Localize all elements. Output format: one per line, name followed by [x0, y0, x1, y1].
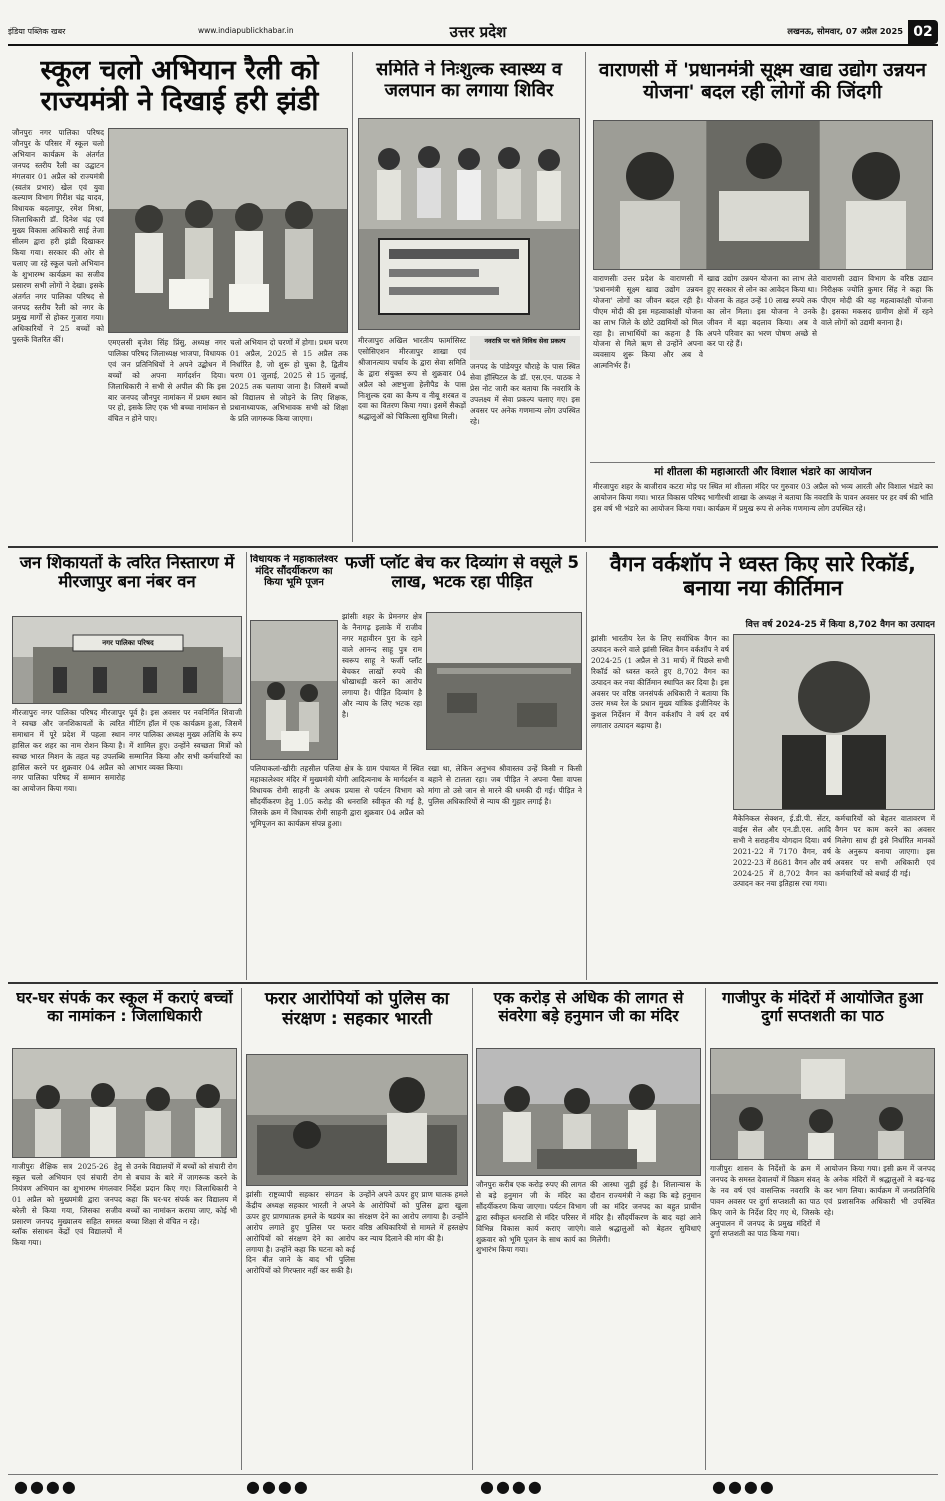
mahakaleshwar-photo	[250, 620, 338, 760]
masthead-divider	[8, 44, 938, 46]
wagon-body-col3: कर्मचारियों को बेहतर वातावरण में वैगन पर काम करने का अवसर मिलेगा साथ ही इसे निर्धारित मानकों के अनुरूप बनाया जाएगा। इस अवसर पर सभी अधिकारी एवं कर्मचारियों को बधाई दी गई।	[835, 814, 935, 878]
durga-photo-image	[711, 1049, 934, 1159]
column-divider	[586, 552, 587, 980]
hanuman-photo-image	[477, 1049, 700, 1175]
footer-divider	[8, 1474, 938, 1475]
column-divider	[585, 52, 586, 542]
durga-photo	[710, 1048, 935, 1160]
headline-wagon-workshop: वैगन वर्कशॉप ने ध्वस्त किए सारे रिकॉर्ड, बनाया नया कीर्तिमान	[609, 552, 917, 601]
headline-hanuman-temple: एक करोड़ से अधिक की लागत से संवरेगा बड़े हनुमान जी का मंदिर	[493, 990, 684, 1025]
school-rally-photo	[108, 128, 348, 333]
footer-bullets-4: ●●●●	[712, 1477, 776, 1496]
health-camp-body-col1: मीरजापुरः अखिल भारतीय फार्मासिस्ट एसोसिएशन मीरजापुर शाखा एवं श्रीजानत्याय चर्चाय के द्वारा सेवा समिति के द्वारा संयुक्त रूप से शुक्रवार 04 अप्रैल को अष्टभुजा हेलीपैड के पास निःशुल्क दवा का कैम्प व नीबू शरबत व दवा का वितरण किया गया। इसमें सैकड़ों श्रद्धालुओं को चिकित्सा सुविधा मिली।	[358, 336, 466, 422]
masthead	[8, 4, 938, 44]
masthead-section-title: उत्तर प्रदेश	[449, 23, 507, 41]
durga-body-col2: आयोजन किया गया। इसी क्रम में जनपद के अनेक मंदिरों में श्रद्धालुओं ने बढ़-चढ़ कर भाग लिया। कार्यक्रम में जनप्रतिनिधि एवं प्रशासनिक अधिकारी भी उपस्थित रहे।	[824, 1164, 935, 1217]
column-divider	[246, 552, 247, 980]
headline-mahakaleshwar: विधायक ने महाकालेश्वर मंदिर सौंदर्यीकरण का किया भूमि पूजन	[250, 554, 338, 588]
headline-enrolment: घर-घर संपर्क कर स्कूल में कराएं बच्चों का नामांकन : जिलाधिकारी	[16, 990, 233, 1025]
mahakaleshwar-body: पलियाकलां-खीरीः तहसील पलिया क्षेत्र के ग्राम पंचायत में स्थित महाकालेश्वर मंदिर में मुख्यमंत्री योगी आदित्यनाथ के मार्गदर्शन व विधायक रोमी साहनी के अथक प्रयास से पर्यटन विभाग को सौंदर्यीकरण हेतु 1.05 करोड़ की धनराशि स्वीकृत की गई है, जिसके क्रम में विधायक रोमी साहनी द्वारा शुक्रवार 04 अप्रैल को भूमिपूजन का कार्यक्रम संपन्न हुआ।	[250, 764, 424, 828]
pmfme-body-col2: खाद्य उद्योग उन्नयन योजना का लाभ लेते हुए सरकार से लोन का आवेदन किया था। योजना के तहत उन्हें 10 लाख रुपये तक का लोन मिला। इस योजना ने उनके जीवन में बड़ा बदलाव किया। अब वे अपने परिवार का भरण पोषण अच्छे से कर पा रहे हैं।	[707, 274, 817, 349]
health-camp-photo-image	[359, 119, 579, 329]
mahakaleshwar-photo-image	[251, 621, 337, 759]
wagon-official-photo-image	[734, 635, 934, 809]
headline-fake-plot: फर्जी प्लॉट बेच कर दिव्यांग से वसूले 5 लाख, भटक रहा पीड़ित	[345, 554, 579, 591]
masthead-website: www.indiapublickhabar.in	[198, 26, 294, 35]
enrolment-photo-image	[13, 1049, 236, 1157]
police-body-col2: उन्होंने अपने ऊपर हुए प्राण घातक हमले के आरोपियों को पुलिस द्वारा खुला संरक्षण देने का आरोप लगाया है। उन्होंने वरिष्ठ अधिकारियों से मामले में हस्तक्षेप कर न्याय दिलाने की मांग की है।	[359, 1190, 468, 1243]
headline-complaints-mirzapur: जन शिकायतों के त्वरित निस्तारण में मीरजापुर बना नंबर वन	[19, 554, 235, 591]
pmfme-body-col1: वाराणसीः उत्तर प्रदेश के वाराणसी में 'प्रधानमंत्री सूक्ष्म खाद्य उद्योग उन्नयन योजना' लोगों का जीवन बदल रही है। पीएम मोदी की इस महत्वाकांक्षी योजना का लाभ जिले के छोटे उद्यमियों को मिल रहा है। लाभार्थियों का कहना है कि योजना से मिले ऋण से उन्होंने अपना व्यवसाय शुरू किया और अब वे आत्मनिर्भर हैं।	[593, 274, 703, 371]
durga-body-col1: गाजीपुरः शासन के निर्देशों के क्रम में जनपद के समस्त देवालयों में विक्रम संवत् के नव वर्ष एवं वासन्तिक नवरात्रि के पावन अवसर पर दुर्गा सप्तशती का पाठ किए जाने के निर्देश दिए गए थे, जिसके अनुपालन में जनपद के प्रमुख मंदिरों में दुर्गा सप्तशती का पाठ किया गया।	[710, 1164, 820, 1239]
school-rally-body-col2: एमएलसी बृजेश सिंह प्रिंसु, अध्यक्ष नगर पालिका परिषद जिलाध्यक्ष भाजपा, विधायक एवं जन प्रतिनिधियों ने अपने उद्बोधन में बच्चों को अपना मार्गदर्शन दिया। जिलाधिकारी ने सभी से अपील की कि इस बार जनपद जौनपुर नामांकन में प्रथम स्थान पर हो, इसके लिए एक भी बच्चा नामांकन से वंचित न होने पाए।	[108, 338, 226, 424]
complaints-body-col1: मीरजापुरः नगर पालिका परिषद मीरजापुर ने स्वच्छ और जनशिकायतों के त्वरित समाधान में पूरे प्रदेश में पहला स्थान हासिल कर शहर का नाम रोशन किया है। स्वच्छ भारत मिशन के तहत यह उपलब्धि हासिल करने पर शुक्रवार 04 अप्रैल को नगर पालिका परिषद में सम्मान समारोह का आयोजन किया गया।	[12, 708, 125, 794]
column-divider	[705, 988, 706, 1470]
headline-police-protection: फरार आरोपियों को पुलिस का संरक्षण : सहकार भारती	[264, 990, 450, 1029]
headline-health-camp: समिति ने निःशुल्क स्वास्थ्य व जलपान का लगाया शिविर	[376, 60, 562, 101]
health-camp-kicker: नवरात्रि पर चले विविध सेवा प्रकल्प	[470, 336, 580, 360]
enrolment-photo	[12, 1048, 237, 1158]
health-camp-body-col2: जनपद के पांडेयपुर चौराहे के पास स्थित सेवा हॉस्पिटल के डॉ. एस.एन. पाठक ने प्रेस नोट जारी कर बताया कि नवरात्रि के उपलक्ष्य में सेवा प्रकल्प चलाए गए। इस अवसर पर अनेक गणमान्य लोग उपस्थित रहे।	[470, 362, 580, 426]
complaints-body-col2: पूर्व है। इस अवसर पर नवनिर्मित शिवाजी मीटिंग हॉल में एक कार्यक्रम हुआ, जिसमें नगर पालिका अध्यक्ष मुख्य अतिथि के रूप में शामिल हुए। उन्होंने स्वच्छता मित्रों को सम्मानित किया और सभी कर्मचारियों का आभार व्यक्त किया।	[129, 708, 242, 772]
complaints-photo-image	[13, 617, 241, 703]
column-divider	[352, 52, 353, 542]
headline-sheetla-aarti: मां शीतला की महाआरती और विशाल भंडारे का आयोजन	[654, 466, 872, 478]
row-divider	[8, 982, 938, 984]
fake-plot-photo	[426, 612, 582, 750]
hanuman-body-col1: जौनपुरः करीब एक करोड़ रुपए की लागत से बड़े हनुमान जी के मंदिर का सौंदर्यीकरण किया जाएगा। पर्यटन विभाग द्वारा स्वीकृत धनराशि से मंदिर परिसर में विभिन्न विकास कार्य कराए जाएंगे। शुक्रवार को भूमि पूजन के साथ कार्य का शुभारंभ किया गया।	[476, 1180, 586, 1255]
fake-plot-photo-image	[427, 613, 581, 749]
school-rally-body-col1: जौनपुरः नगर पालिका परिषद जौनपुर के परिसर में स्कूल चलो अभियान कार्यक्रम के अंतर्गत जनपद स्तरीय रैली का उद्घाटन मंगलवार 01 अप्रैल को राज्यमंत्री (स्वतंत्र प्रभार) खेल एवं युवा कल्याण विभाग गिरीश चंद्र यादव, विधायक बदलापुर, रमेश मिश्रा, जिलाधिकारी डॉ. दिनेश चंद्र एवं मुख्य विकास अधिकारी साई तेजा सीलम द्वारा हरी झंडी दिखाकर किया गया। सरकार की ओर से चलाए जा रहे स्कूल चलो अभियान के शुभारम्भ कार्यक्रम का सजीव प्रसारण सभी लोगों ने देखा। इसके अंतर्गत नगर पालिका परिषद से जनपद स्तरीय रैली को नगर के प्रमुख मार्गों से होकर गुजारा गया। अधिकारियों ने 25 बच्चों को पुस्तकें वितरित कीं।	[12, 128, 104, 345]
fake-plot-body-col1: झांसीः शहर के प्रेमनगर क्षेत्र के नैनागढ़ इलाके में राजीव नगर महावीरन पुरा के रहने वाले आनन्द साहू पुत्र राम स्वरूप साहू ने फर्जी प्लॉट बेचकर लाखों रुपये की धोखाधड़ी करने का आरोप लगाया है। पीड़ित दिव्यांग है और न्याय के लिए भटक रहा है।	[342, 612, 422, 720]
wagon-official-photo	[733, 634, 935, 810]
wagon-body-col2: मैकेनिकल सेक्शन, ई.डी.पी. सेंटर, वाईस सेल और एन.डी.एस. आदि सभी ने सराहनीय योगदान दिया। वर्ष 2021-22 में 7170 वैगन, वर्ष 2022-23 में 8681 वैगन और वर्ष 2024-25 में 8,702 वैगन का उत्पादन कर नया इतिहास रचा गया।	[733, 814, 831, 889]
footer-bullets-1: ●●●●	[14, 1477, 78, 1496]
column-divider	[241, 988, 242, 1470]
row-divider	[8, 546, 938, 548]
school-rally-body-col3: चलो अभियान दो चरणों में होगा। प्रथम चरण 01 अप्रैल, 2025 से 15 अप्रैल तक निर्धारित है, जो शुरू हो चुका है, द्वितीय चरण 01 जुलाई, 2025 से 15 जुलाई, 2025 तक चलाया जाना है। जिसमें बच्चों को विद्यालय से जोड़ने के लिए शिक्षक, प्रधानाध्यापक, अभिभावक सभी को शिक्षा के प्रति जागरूक किया जाएगा।	[230, 338, 348, 424]
masthead-paper-name: इंडिया पब्लिक खबर	[8, 27, 66, 36]
school-rally-photo-image	[109, 129, 347, 332]
pmfme-body-col3: वाराणसी उद्यान विभाग के वरिष्ठ उद्यान निरीक्षक ज्योति कुमार सिंह ने कहा कि पीएम मोदी की यह महत्वाकांक्षी योजना है। इसका मकसद ग्रामीण क्षेत्रों में रहने वाले लोगों को उद्यमी बनाना है।	[821, 274, 933, 327]
headline-durga-saptashati: गाजीपुर के मंदिरों में आयोजित हुआ दुर्गा सप्तशती का पाठ	[722, 990, 923, 1025]
section-divider	[590, 462, 935, 463]
complaints-photo	[12, 616, 242, 704]
fake-plot-body-col2: रखा था, लेकिन अनुभव श्रीवास्तव उन्हें किसी न किसी बहाने से टालता रहा। जब पीड़ित ने अपना पैसा वापस मांगा तो उसे जान से मारने की धमकी दी गई। पीड़ित ने पुलिस अधिकारियों से न्याय की गुहार लगाई है।	[428, 764, 582, 806]
wagon-body-col1: झांसीः भारतीय रेल के लिए सर्वाधिक वैगन का उत्पादन करने वाले झांसी स्थित वैगन वर्कशॉप ने वर्ष 2024-25 (1 अप्रैल से 31 मार्च) में पिछले सभी रिकॉर्ड को ध्वस्त करते हुए 8,702 वैगन का उत्पादन कर नया कीर्तिमान स्थापित कर दिया है। इस अवसर पर वरिष्ठ जनसंपर्क अधिकारी ने बताया कि उत्तर मध्य रेल के प्रधान मुख्य यांत्रिक इंजीनियर के कुशल निर्देशन में वैगन वर्कशॉप ने वर्ष दर वर्ष लगातार उत्पादन बढ़ाया है।	[591, 634, 729, 731]
headline-school-rally: स्कूल चलो अभियान रैली को राज्यमंत्री ने दिखाई हरी झंडी	[40, 55, 319, 118]
hanuman-body-col2: की आस्था जुड़ी हुई है। शिलान्यास के दौरान राज्यमंत्री ने कहा कि बड़े हनुमान जी का मंदिर जनपद का बहुत प्राचीन मंदिर है। सौंदर्यीकरण के बाद यहां आने वाले श्रद्धालुओं को बेहतर सुविधाएं मिलेंगी।	[590, 1180, 701, 1244]
police-body-col1: झांसीः राष्ट्रव्यापी सहकार संगठन के केंद्रीय अध्यक्ष सहकार भारती ने अपने ऊपर हुए प्राणघातक हमले के षडयंत्र का आरोप लगाते हुए पुलिस पर फरार आरोपियों को संरक्षण देने का आरोप लगाया है। उन्होंने कहा कि घटना को कई दिन बीत जाने के बाद भी पुलिस आरोपियों को गिरफ्तार नहीं कर सकी है।	[246, 1190, 355, 1276]
footer-bullets-2: ●●●●	[246, 1477, 310, 1496]
wagon-subhead: वित्त वर्ष 2024-25 में किया 8,702 वैगन का उत्पादन	[745, 620, 935, 630]
pmfme-photo-image	[594, 121, 932, 269]
police-photo	[246, 1054, 468, 1186]
building-sign-text: नगर पालिका परिषद	[102, 639, 154, 647]
enrolment-body-col1: गाजीपुरः शैक्षिक सत्र 2025-26 हेतु स्कूल चलो अभियान एवं संचारी रोग नियंत्रण अभियान का शुभारम्भ मंगलवार 01 अप्रैल को मुख्यमंत्री द्वारा जनपद बरेली से किया गया, जिसका सजीव प्रसारण जनपद मुख्यालय सहित समस्त ब्लॉक संसाधन केंद्रों एवं विद्यालयों में किया गया।	[12, 1162, 122, 1248]
page-number-badge: 02	[908, 20, 938, 44]
sheetla-body: मीरजापुरः शहर के बाजीराव कटरा मोड़ पर स्थित मां शीतला मंदिर पर गुरुवार 03 अप्रैल को भव्य आरती और विशाल भंडारे का आयोजन किया गया। भारत विकास परिषद भागीरथी शाखा के अध्यक्ष ने बताया कि नवरात्रि के पावन अवसर पर हर वर्ष की भांति इस वर्ष भी भंडारे का आयोजन किया गया। कार्यक्रम में प्रमुख रूप से अनेक गणमान्य लोग उपस्थित रहे।	[593, 482, 933, 513]
health-camp-photo	[358, 118, 580, 330]
hanuman-photo	[476, 1048, 701, 1176]
headline-pmfme-varanasi: वाराणसी में 'प्रधानमंत्री सूक्ष्म खाद्य उद्योग उन्नयन योजना' बदल रही लोगों की जिंदगी	[598, 60, 927, 103]
pmfme-photo	[593, 120, 933, 270]
footer-bullets-3: ●●●●	[480, 1477, 544, 1496]
masthead-dateline: लखनऊ, सोमवार, 07 अप्रैल 2025	[787, 26, 903, 36]
enrolment-body-col2: से उनके विद्यालयों में बच्चों को संचारी रोग से बचाव के बारे में जागरूक करने के निर्देश प्रदान किए गए। जिलाधिकारी ने कहा कि घर-घर संपर्क कर विद्यालय में बच्चों का नामांकन कराया जाए, कोई भी बच्चा शिक्षा से वंचित न रहे।	[126, 1162, 237, 1226]
police-photo-image	[247, 1055, 467, 1185]
column-divider	[472, 988, 473, 1470]
